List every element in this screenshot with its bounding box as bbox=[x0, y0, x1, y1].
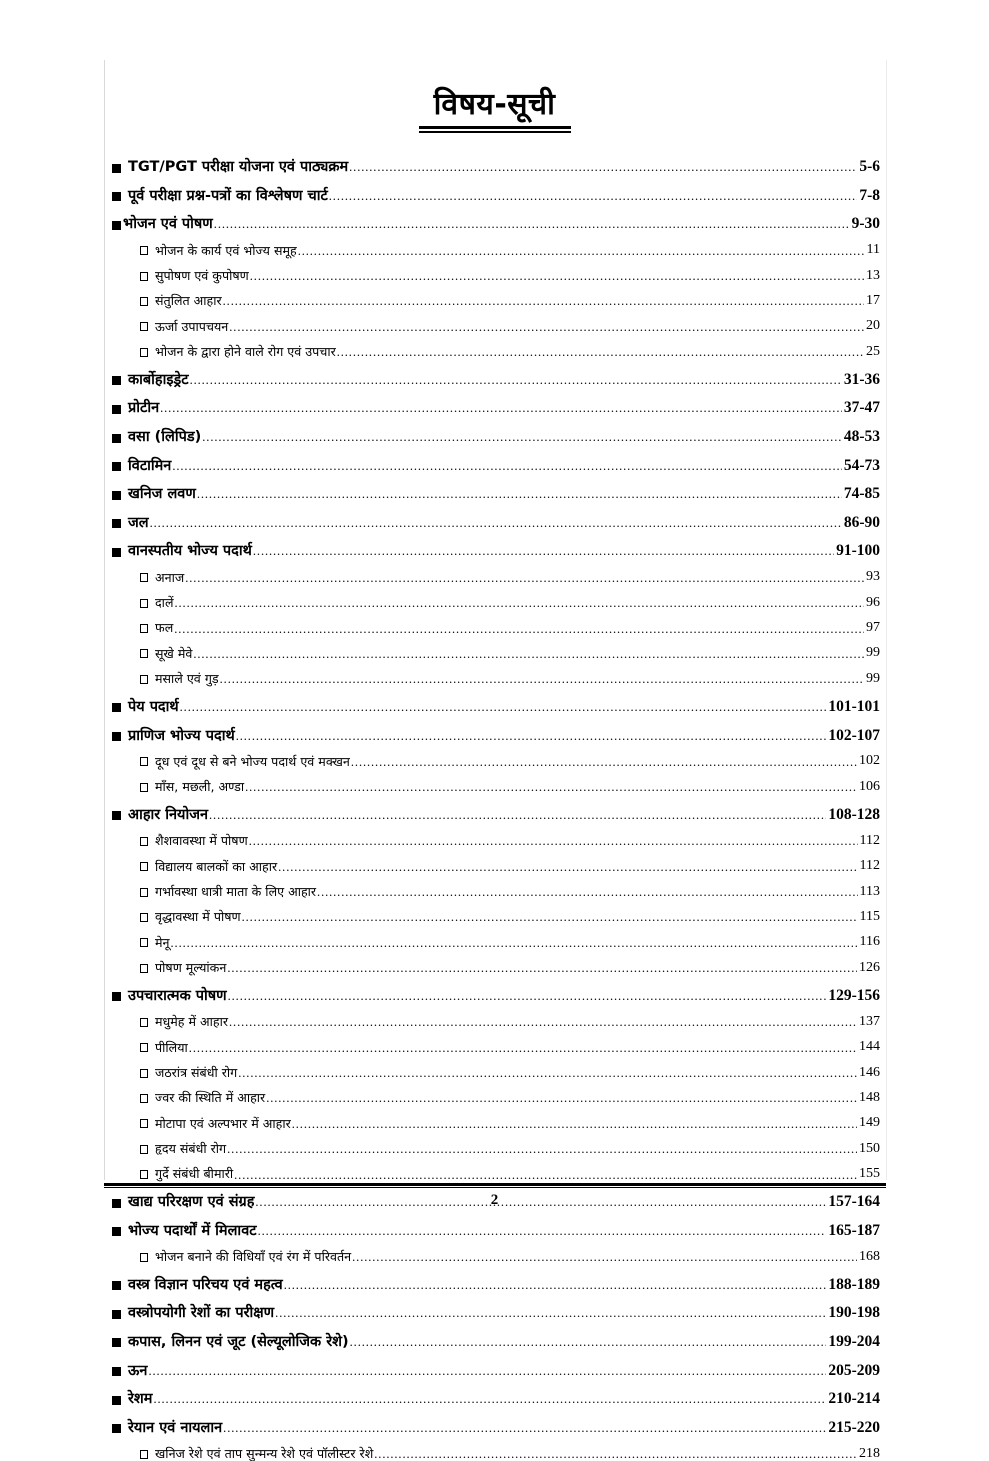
filled-square-bullet-icon bbox=[112, 548, 121, 557]
toc-entry-label: विटामिन bbox=[128, 457, 172, 474]
dot-leader bbox=[317, 883, 857, 899]
toc-entry-page-number: 155 bbox=[859, 1166, 880, 1182]
toc-subitem-entry[interactable] bbox=[112, 283, 880, 308]
toc-entry-label: गर्भावस्था धात्री माता के लिए आहार bbox=[155, 883, 317, 899]
dot-leader bbox=[253, 543, 834, 559]
toc-entry-page-number: 205-209 bbox=[828, 1361, 880, 1379]
toc-chapter-entry[interactable] bbox=[112, 416, 880, 445]
dot-leader bbox=[250, 267, 864, 283]
toc-subitem-entry[interactable] bbox=[112, 1105, 880, 1130]
filled-square-bullet-icon bbox=[112, 462, 121, 471]
toc-subitem-entry[interactable] bbox=[112, 610, 880, 635]
filled-square-bullet-icon bbox=[112, 192, 121, 201]
toc-entry-label: खनिज लवण bbox=[128, 486, 196, 503]
hollow-square-bullet-icon bbox=[140, 1094, 148, 1103]
toc-chapter-entry[interactable] bbox=[112, 387, 880, 416]
toc-entry-label: विद्यालय बालकों का आहार bbox=[155, 858, 278, 874]
toc-chapter-entry[interactable] bbox=[112, 530, 880, 559]
dot-leader bbox=[337, 343, 864, 359]
toc-entry-page-number: 168 bbox=[859, 1248, 880, 1264]
toc-entry-label: शैशवावस्था में पोषण bbox=[155, 833, 248, 849]
toc-entry-label: भोजन बनाने की विधियाँ एवं रंग में परिवर्तन bbox=[155, 1249, 352, 1265]
toc-chapter-entry[interactable] bbox=[112, 1210, 880, 1239]
dot-leader bbox=[153, 1391, 826, 1407]
toc-entry-label: पोषण मूल्यांकन bbox=[155, 960, 227, 976]
toc-subitem-entry[interactable] bbox=[112, 924, 880, 949]
hollow-square-bullet-icon bbox=[140, 1119, 148, 1128]
table-of-contents bbox=[112, 146, 880, 1461]
toc-entry-label: TGT/PGT परीक्षा योजना एवं पाठ्यक्रम bbox=[128, 159, 349, 176]
dot-leader bbox=[160, 400, 842, 416]
toc-chapter-entry[interactable] bbox=[112, 794, 880, 823]
hollow-square-bullet-icon bbox=[140, 783, 148, 792]
filled-square-bullet-icon bbox=[112, 221, 121, 230]
dot-leader bbox=[352, 1248, 857, 1264]
toc-entry-page-number: 129-156 bbox=[828, 986, 880, 1004]
toc-entry-page-number: 96 bbox=[866, 594, 880, 610]
filled-square-bullet-icon bbox=[112, 1424, 121, 1433]
toc-subitem-entry[interactable] bbox=[112, 743, 880, 768]
toc-entry-label: मोटापा एवं अल्पभार में आहार bbox=[155, 1115, 291, 1131]
hollow-square-bullet-icon bbox=[140, 913, 148, 922]
toc-entry-label: पेय पदार्थ bbox=[128, 698, 179, 715]
toc-entry-label: ऊन bbox=[128, 1362, 148, 1379]
toc-entry-page-number: 25 bbox=[866, 343, 880, 359]
dot-leader bbox=[175, 594, 865, 610]
dot-leader bbox=[298, 241, 865, 257]
toc-entry-page-number: 106 bbox=[859, 778, 880, 794]
toc-chapter-entry[interactable] bbox=[112, 975, 880, 1004]
hollow-square-bullet-icon bbox=[140, 1450, 148, 1459]
dot-leader bbox=[172, 457, 841, 473]
dot-leader bbox=[228, 987, 827, 1003]
toc-entry-label: भोज्य पदार्थों में मिलावट bbox=[128, 1222, 257, 1239]
toc-entry-page-number: 91-100 bbox=[836, 542, 880, 560]
toc-entry-page-number: 112 bbox=[859, 858, 880, 874]
toc-entry-label: भोजन एवं पोषण bbox=[123, 216, 213, 233]
toc-entry-label: भोजन के द्वारा होने वाले रोग एवं उपचार bbox=[155, 344, 336, 360]
filled-square-bullet-icon bbox=[112, 1338, 121, 1347]
toc-entry-page-number: 11 bbox=[866, 242, 880, 258]
toc-chapter-entry[interactable] bbox=[112, 714, 880, 743]
dot-leader bbox=[223, 1419, 826, 1435]
dot-leader bbox=[197, 486, 842, 502]
toc-entry-label: जठरांत्र संबंधी रोग bbox=[155, 1064, 238, 1080]
toc-entry-label: खाद्य परिरक्षण एवं संग्रह bbox=[128, 1194, 255, 1211]
title-underline bbox=[419, 126, 571, 133]
toc-entry-page-number: 5-6 bbox=[859, 158, 880, 176]
toc-subitem-entry[interactable] bbox=[112, 848, 880, 873]
toc-entry-label: पीलिया bbox=[155, 1039, 188, 1055]
hollow-square-bullet-icon bbox=[140, 624, 148, 633]
dot-leader bbox=[350, 1333, 827, 1349]
dot-leader bbox=[189, 1038, 857, 1054]
toc-entry-label: ऊर्जा उपापचयन bbox=[155, 318, 229, 334]
dot-leader bbox=[351, 752, 857, 768]
filled-square-bullet-icon bbox=[112, 434, 121, 443]
toc-entry-page-number: 102-107 bbox=[828, 726, 880, 744]
toc-entry-page-number: 218 bbox=[859, 1445, 880, 1461]
toc-entry-label: सुपोषण एवं कुपोषण bbox=[155, 267, 249, 283]
toc-entry-page-number: 99 bbox=[866, 645, 880, 661]
toc-entry-label: संतुलित आहार bbox=[155, 293, 222, 309]
toc-entry-page-number: 190-198 bbox=[828, 1304, 880, 1322]
hollow-square-bullet-icon bbox=[140, 649, 148, 658]
dot-leader bbox=[227, 959, 857, 975]
dot-leader bbox=[329, 187, 858, 203]
toc-entry-label: प्राणिज भोज्य पदार्थ bbox=[128, 727, 235, 744]
toc-chapter-entry[interactable] bbox=[112, 359, 880, 388]
toc-chapter-entry[interactable] bbox=[112, 1378, 880, 1407]
toc-entry-page-number: 20 bbox=[866, 318, 880, 334]
filled-square-bullet-icon bbox=[112, 1310, 121, 1319]
toc-entry-label: कार्बोहाइड्रेट bbox=[128, 371, 189, 388]
hollow-square-bullet-icon bbox=[140, 348, 148, 357]
dot-leader bbox=[374, 1445, 857, 1461]
toc-entry-page-number: 48-53 bbox=[843, 428, 880, 446]
filled-square-bullet-icon bbox=[112, 732, 121, 741]
hollow-square-bullet-icon bbox=[140, 322, 148, 331]
toc-subitem-entry[interactable] bbox=[112, 584, 880, 609]
toc-entry-page-number: 149 bbox=[859, 1115, 880, 1131]
toc-subitem-entry[interactable] bbox=[112, 768, 880, 793]
toc-entry-label: माँस, मछली, अण्डा bbox=[155, 779, 245, 795]
dot-leader bbox=[227, 1140, 857, 1156]
toc-entry-label: उपचारात्मक पोषण bbox=[128, 987, 227, 1004]
toc-subitem-entry[interactable] bbox=[112, 949, 880, 974]
toc-entry-label: वस्त्रोपयोगी रेशों का परीक्षण bbox=[128, 1305, 275, 1322]
toc-subitem-entry[interactable] bbox=[112, 822, 880, 847]
dot-leader bbox=[275, 1305, 826, 1321]
hollow-square-bullet-icon bbox=[140, 599, 148, 608]
hollow-square-bullet-icon bbox=[140, 573, 148, 582]
filled-square-bullet-icon bbox=[112, 992, 121, 1001]
toc-subitem-entry[interactable] bbox=[112, 1130, 880, 1155]
toc-entry-page-number: 102 bbox=[859, 753, 880, 769]
toc-chapter-entry[interactable] bbox=[112, 1264, 880, 1293]
dot-leader bbox=[174, 619, 864, 635]
toc-chapter-entry[interactable] bbox=[112, 1292, 880, 1321]
toc-chapter-entry[interactable] bbox=[112, 1349, 880, 1378]
dot-leader bbox=[150, 514, 842, 530]
toc-chapter-entry[interactable] bbox=[112, 445, 880, 474]
toc-entry-label: आहार नियोजन bbox=[128, 806, 209, 823]
hollow-square-bullet-icon bbox=[140, 964, 148, 973]
filled-square-bullet-icon bbox=[112, 405, 121, 414]
hollow-square-bullet-icon bbox=[140, 757, 148, 766]
toc-entry-page-number: 7-8 bbox=[859, 186, 880, 204]
toc-entry-page-number: 165-187 bbox=[828, 1221, 880, 1239]
hollow-square-bullet-icon bbox=[140, 1018, 148, 1027]
toc-subitem-entry[interactable] bbox=[112, 873, 880, 898]
toc-entry-label: वानस्पतीय भोज्य पदार्थ bbox=[128, 543, 252, 560]
toc-entry-page-number: 144 bbox=[859, 1039, 880, 1055]
toc-entry-page-number: 112 bbox=[859, 832, 880, 848]
dot-leader bbox=[193, 644, 864, 660]
hollow-square-bullet-icon bbox=[140, 862, 148, 871]
toc-entry-label: रेयान एवं नायलान bbox=[128, 1419, 223, 1436]
toc-subitem-entry[interactable] bbox=[112, 308, 880, 333]
hollow-square-bullet-icon bbox=[140, 1253, 148, 1262]
filled-square-bullet-icon bbox=[112, 164, 121, 173]
hollow-square-bullet-icon bbox=[140, 888, 148, 897]
dot-leader bbox=[190, 371, 842, 387]
toc-entry-label: वृद्धावस्था में पोषण bbox=[155, 909, 241, 925]
hollow-square-bullet-icon bbox=[140, 1043, 148, 1052]
toc-entry-label: दालें bbox=[155, 595, 174, 611]
hollow-square-bullet-icon bbox=[140, 837, 148, 846]
toc-entry-page-number: 188-189 bbox=[828, 1275, 880, 1293]
toc-chapter-entry[interactable] bbox=[112, 502, 880, 531]
toc-entry-page-number: 86-90 bbox=[843, 513, 880, 531]
dot-leader bbox=[223, 292, 864, 308]
toc-subitem-entry[interactable] bbox=[112, 635, 880, 660]
dot-leader bbox=[236, 727, 827, 743]
toc-entry-page-number: 157-164 bbox=[828, 1193, 880, 1211]
dot-leader bbox=[209, 806, 826, 822]
filled-square-bullet-icon bbox=[112, 811, 121, 820]
toc-entry-label: सूखे मेवे bbox=[155, 645, 193, 661]
dot-leader bbox=[278, 857, 857, 873]
toc-entry-label: पूर्व परीक्षा प्रश्न-पत्रों का विश्लेषण चार्ट bbox=[128, 187, 328, 204]
toc-entry-page-number: 13 bbox=[866, 267, 880, 283]
toc-subitem-entry[interactable] bbox=[112, 899, 880, 924]
toc-entry-label: हृदय संबंधी रोग bbox=[155, 1141, 227, 1157]
toc-entry-page-number: 97 bbox=[866, 620, 880, 636]
toc-subitem-entry[interactable] bbox=[112, 1080, 880, 1105]
toc-subitem-entry[interactable] bbox=[112, 1029, 880, 1054]
toc-entry-label: भोजन के कार्य एवं भोज्य समूह bbox=[155, 242, 297, 258]
toc-subitem-entry[interactable] bbox=[112, 1054, 880, 1079]
toc-entry-label: वस्त्र विज्ञान परिचय एवं महत्व bbox=[128, 1276, 283, 1293]
toc-entry-page-number: 101-101 bbox=[828, 697, 880, 715]
dot-leader bbox=[214, 216, 850, 232]
toc-entry-label: फल bbox=[155, 620, 174, 636]
toc-chapter-entry[interactable] bbox=[112, 203, 880, 232]
toc-chapter-entry[interactable] bbox=[112, 686, 880, 715]
toc-chapter-entry[interactable] bbox=[112, 146, 880, 175]
toc-chapter-entry[interactable] bbox=[112, 175, 880, 204]
toc-entry-page-number: 215-220 bbox=[828, 1418, 880, 1436]
toc-subitem-entry[interactable] bbox=[112, 660, 880, 685]
dot-leader bbox=[229, 1013, 857, 1029]
toc-entry-label: कपास, लिनन एवं जूट (सेल्यूलोजिक रेशे) bbox=[128, 1333, 349, 1350]
dot-leader bbox=[220, 670, 864, 686]
toc-entry-label: मधुमेह में आहार bbox=[155, 1014, 229, 1030]
toc-subitem-entry[interactable] bbox=[112, 1238, 880, 1263]
toc-entry-page-number: 31-36 bbox=[843, 370, 880, 388]
toc-entry-label: वसा (लिपिड) bbox=[128, 429, 202, 446]
toc-chapter-entry[interactable] bbox=[112, 1407, 880, 1436]
footer-divider bbox=[104, 1183, 886, 1188]
filled-square-bullet-icon bbox=[112, 1396, 121, 1405]
filled-square-bullet-icon bbox=[112, 1281, 121, 1290]
toc-entry-label: रेशम bbox=[128, 1391, 153, 1408]
filled-square-bullet-icon bbox=[112, 1367, 121, 1376]
dot-leader bbox=[258, 1222, 827, 1238]
filled-square-bullet-icon bbox=[112, 703, 121, 712]
toc-entry-label: अनाज bbox=[155, 569, 185, 585]
toc-subitem-entry[interactable] bbox=[112, 1156, 880, 1181]
toc-entry-page-number: 113 bbox=[859, 883, 880, 899]
toc-entry-label: मेनू bbox=[155, 934, 170, 950]
page-title-block bbox=[0, 88, 989, 133]
toc-entry-page-number: 37-47 bbox=[843, 399, 880, 417]
dot-leader bbox=[185, 568, 864, 584]
hollow-square-bullet-icon bbox=[140, 1170, 148, 1179]
filled-square-bullet-icon bbox=[112, 491, 121, 500]
dot-leader bbox=[242, 908, 858, 924]
toc-entry-label: मसाले एवं गुड़ bbox=[155, 671, 219, 687]
toc-entry-page-number: 108-128 bbox=[828, 805, 880, 823]
filled-square-bullet-icon bbox=[112, 519, 121, 528]
hollow-square-bullet-icon bbox=[140, 675, 148, 684]
page-title: विषय-सूची bbox=[433, 87, 556, 122]
dot-leader bbox=[234, 1165, 857, 1181]
dot-leader bbox=[171, 933, 858, 949]
hollow-square-bullet-icon bbox=[140, 246, 148, 255]
dot-leader bbox=[284, 1276, 827, 1292]
hollow-square-bullet-icon bbox=[140, 1145, 148, 1154]
toc-entry-label: जल bbox=[128, 514, 149, 531]
toc-entry-page-number: 54-73 bbox=[843, 456, 880, 474]
toc-subitem-entry[interactable] bbox=[112, 333, 880, 358]
dot-leader bbox=[229, 317, 864, 333]
dot-leader bbox=[238, 1064, 857, 1080]
filled-square-bullet-icon bbox=[112, 1227, 121, 1236]
filled-square-bullet-icon bbox=[112, 376, 121, 385]
toc-entry-label: दूध एवं दूध से बने भोज्य पदार्थ एवं मक्खन bbox=[155, 753, 350, 769]
toc-entry-label: प्रोटीन bbox=[128, 400, 160, 417]
toc-subitem-entry[interactable] bbox=[112, 1003, 880, 1028]
toc-subitem-entry[interactable] bbox=[112, 1435, 880, 1460]
toc-entry-page-number: 115 bbox=[859, 908, 880, 924]
toc-entry-page-number: 116 bbox=[859, 934, 880, 950]
toc-subitem-entry[interactable] bbox=[112, 232, 880, 257]
toc-entry-label: ज्वर की स्थिति में आहार bbox=[155, 1090, 266, 1106]
toc-entry-page-number: 99 bbox=[866, 670, 880, 686]
toc-entry-page-number: 148 bbox=[859, 1089, 880, 1105]
toc-chapter-entry[interactable] bbox=[112, 1321, 880, 1350]
hollow-square-bullet-icon bbox=[140, 938, 148, 947]
toc-entry-page-number: 74-85 bbox=[843, 485, 880, 503]
footer-page-number: 2 bbox=[490, 1192, 499, 1208]
toc-entry-label: गुर्दे संबंधी बीमारी bbox=[155, 1166, 234, 1182]
dot-leader bbox=[292, 1114, 857, 1130]
dot-leader bbox=[245, 778, 857, 794]
dot-leader bbox=[148, 1362, 826, 1378]
dot-leader bbox=[202, 429, 842, 445]
toc-entry-page-number: 93 bbox=[866, 569, 880, 585]
toc-entry-page-number: 9-30 bbox=[851, 215, 880, 233]
toc-entry-page-number: 126 bbox=[859, 959, 880, 975]
toc-entry-page-number: 137 bbox=[859, 1013, 880, 1029]
toc-chapter-entry[interactable] bbox=[112, 473, 880, 502]
hollow-square-bullet-icon bbox=[140, 272, 148, 281]
dot-leader bbox=[349, 159, 857, 175]
toc-entry-page-number: 210-214 bbox=[828, 1390, 880, 1408]
toc-entry-page-number: 150 bbox=[859, 1140, 880, 1156]
dot-leader bbox=[266, 1089, 857, 1105]
page-frame-left-rule bbox=[104, 60, 105, 1180]
dot-leader bbox=[180, 698, 827, 714]
toc-subitem-entry[interactable] bbox=[112, 559, 880, 584]
toc-entry-label: खनिज रेशे एवं ताप सुन्मन्य रेशे एवं पॉलीस्टर रेशे bbox=[155, 1446, 374, 1461]
page-frame-right-rule bbox=[886, 60, 887, 1180]
dot-leader bbox=[249, 832, 858, 848]
hollow-square-bullet-icon bbox=[140, 297, 148, 306]
toc-entry-page-number: 17 bbox=[866, 292, 880, 308]
toc-entry-page-number: 199-204 bbox=[828, 1332, 880, 1350]
toc-entry-page-number: 146 bbox=[859, 1064, 880, 1080]
toc-subitem-entry[interactable] bbox=[112, 257, 880, 282]
hollow-square-bullet-icon bbox=[140, 1069, 148, 1078]
